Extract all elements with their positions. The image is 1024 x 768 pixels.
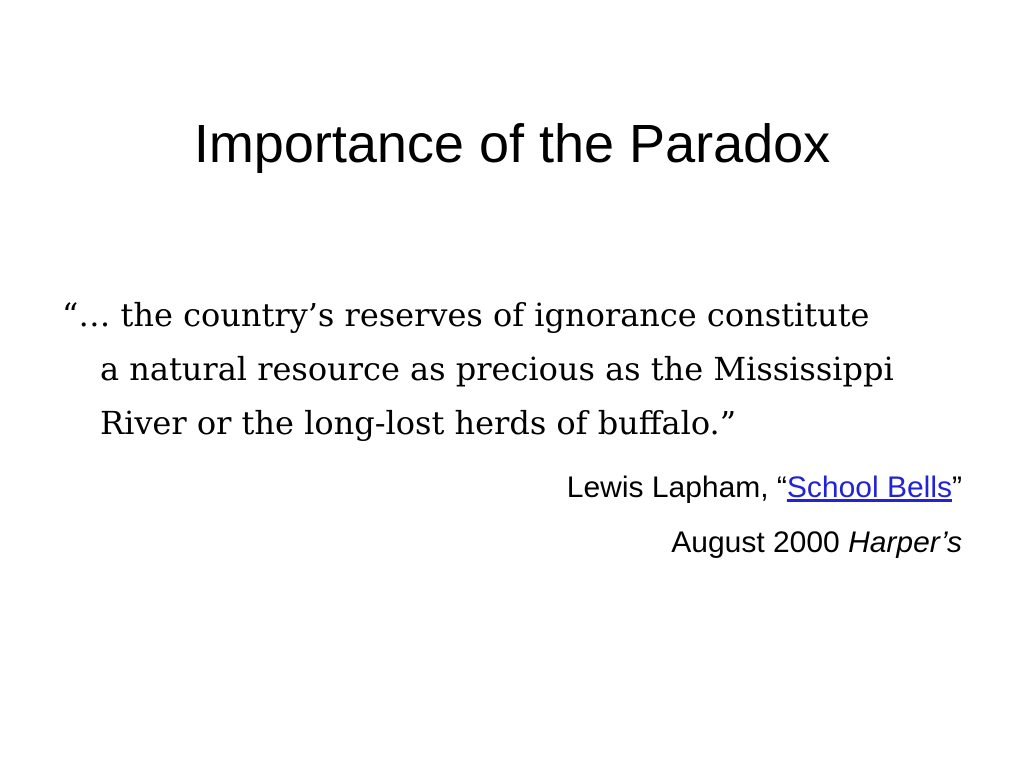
date-text: August 2000: [671, 526, 849, 559]
publication-name: Harper’s: [848, 526, 962, 559]
attribution-author: [567, 468, 962, 508]
school-bells-link[interactable]: School Bells: [786, 471, 952, 504]
quote-line-3: River or the long-lost herds of buffalo.”: [100, 404, 737, 442]
author-suffix: ”: [952, 471, 962, 504]
quote-line-1: “… the country’s reserves of ignorance constitute: [62, 296, 870, 334]
author-prefix: Lewis Lapham, “: [566, 471, 787, 504]
quote-line-2: a natural resource as precious as the Mississippi: [100, 350, 894, 388]
attribution-source: [671, 523, 962, 563]
slide-title: Importance of the Paradox: [193, 114, 831, 174]
quote-block: [62, 288, 962, 450]
